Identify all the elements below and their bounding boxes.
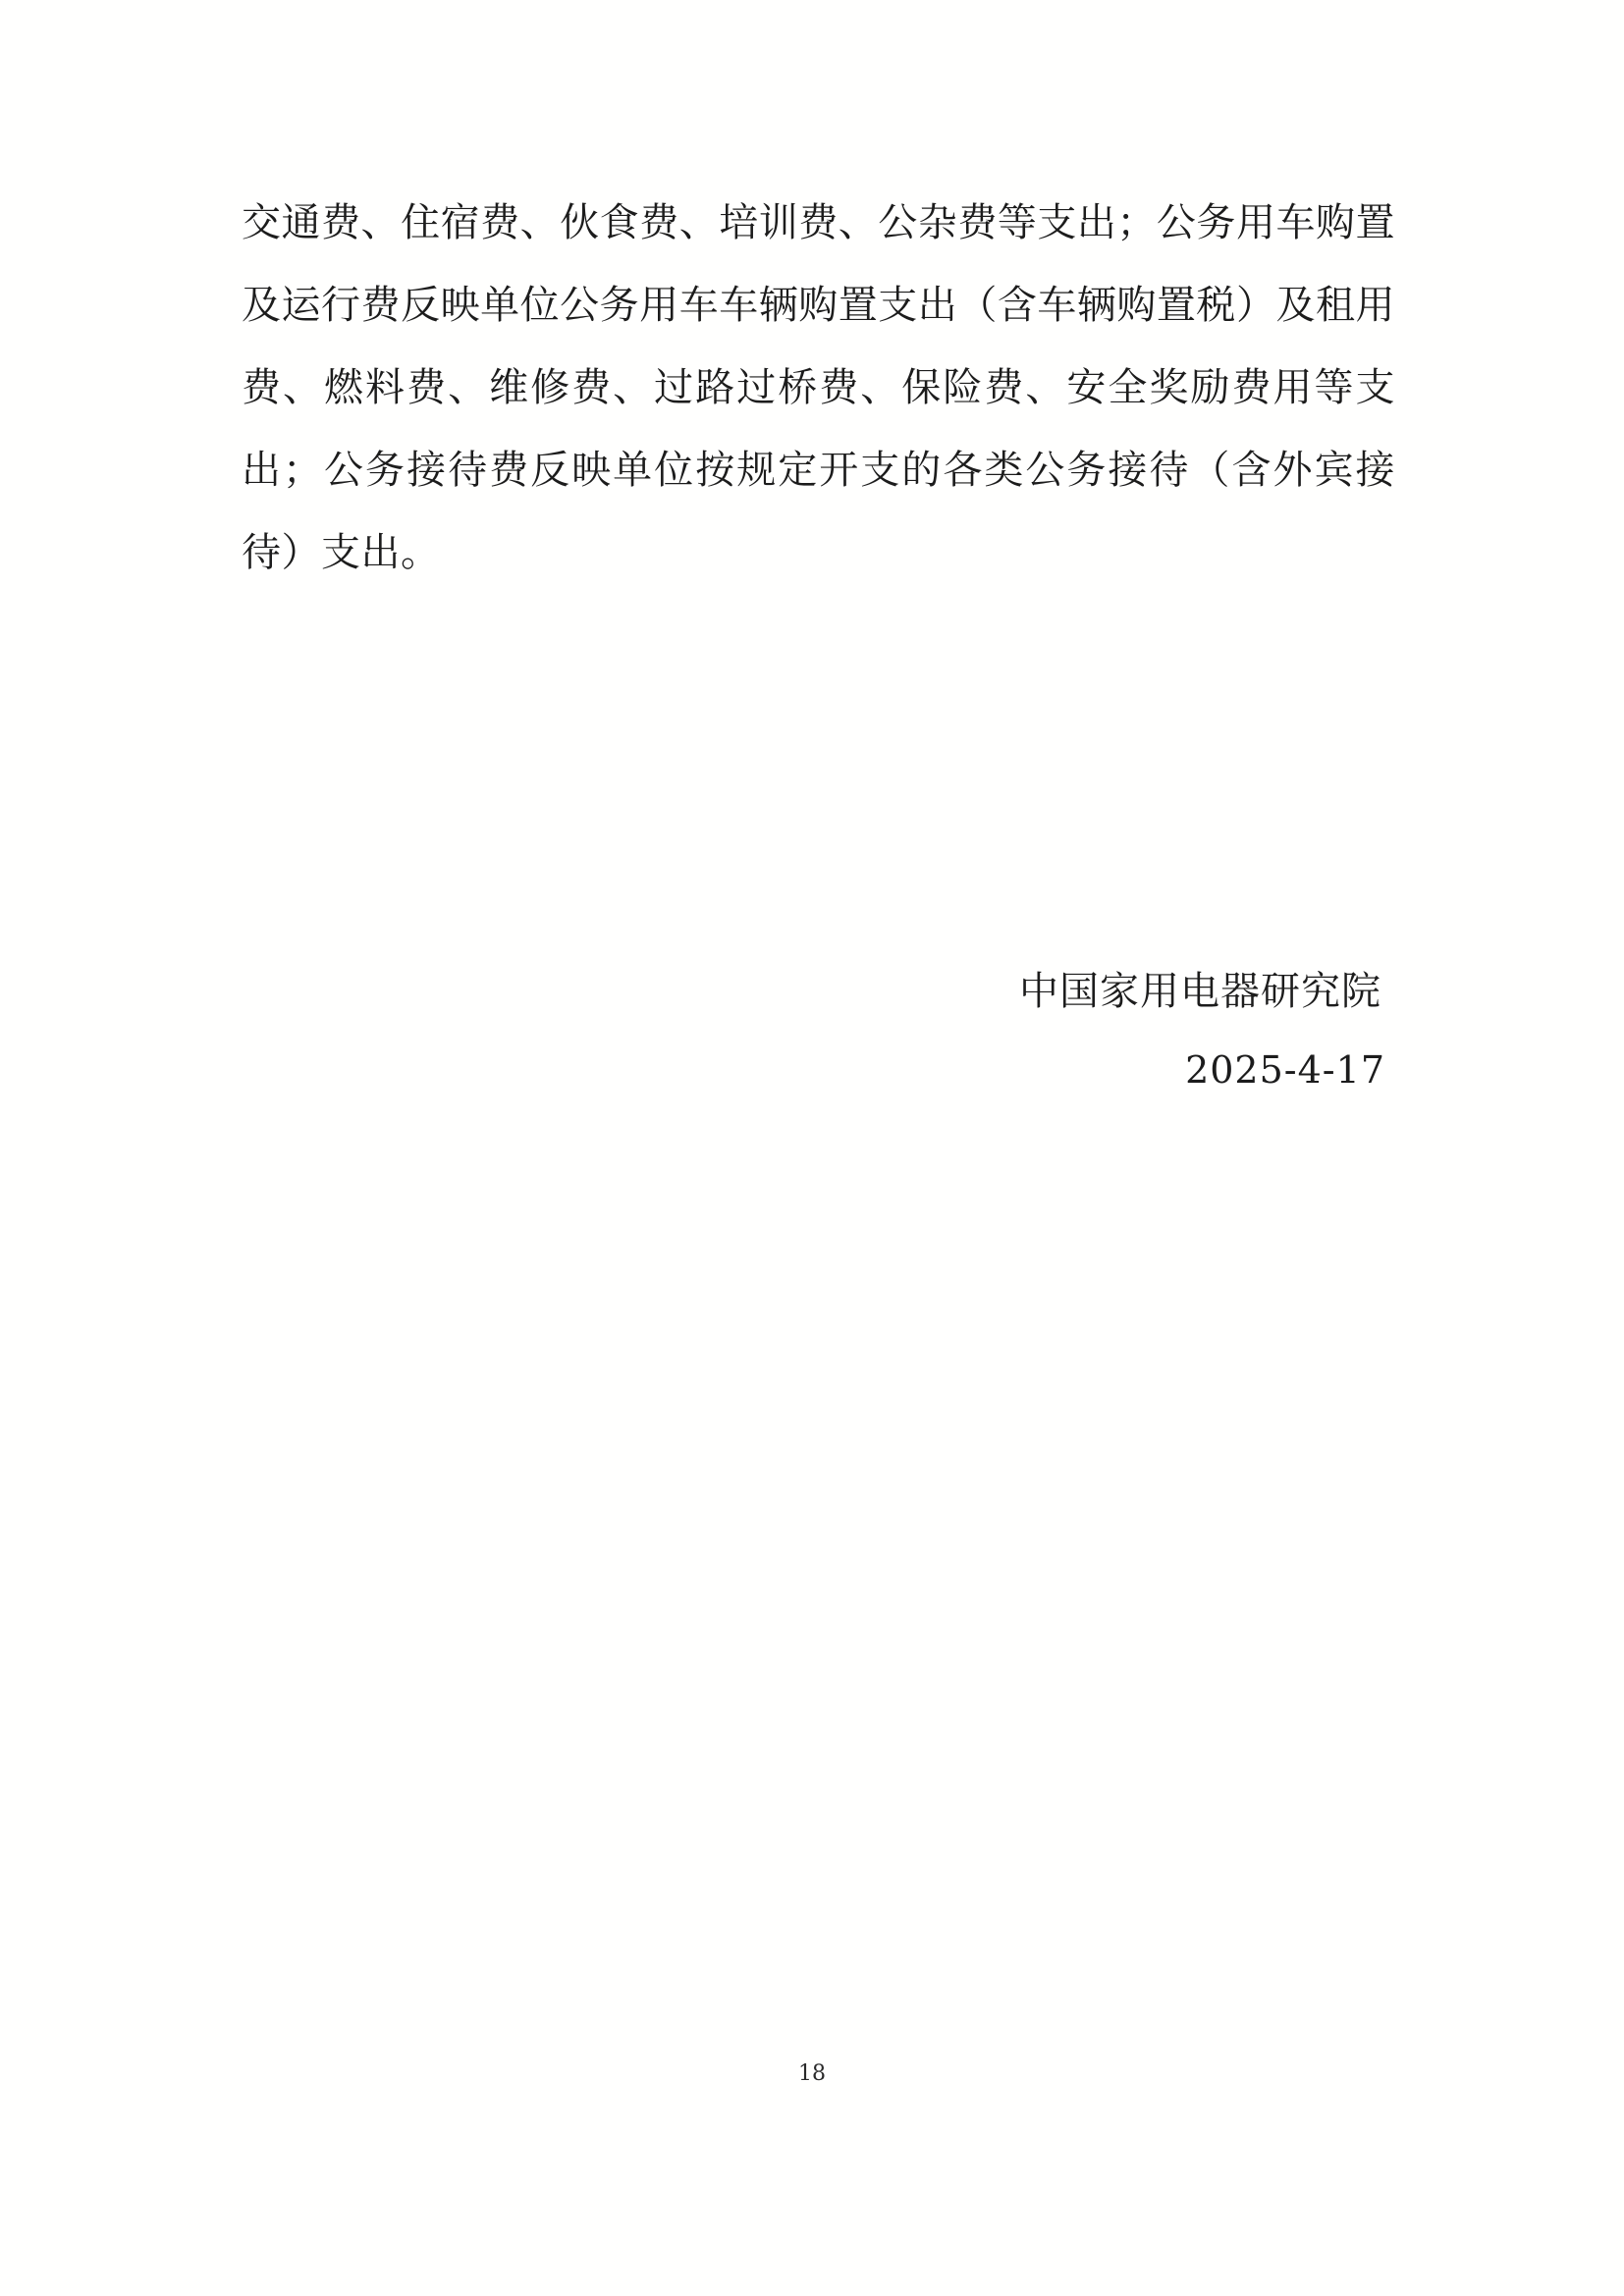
- signature-date: 2025-4-17: [1185, 1048, 1385, 1092]
- body-text-block: [242, 182, 1395, 594]
- signature-block: [242, 952, 1395, 1109]
- body-paragraph: 交通费、住宿费、伙食费、培训费、公杂费等支出；公务用车购置及运行费反映单位公务用车车辆购置支出（含车辆购置税）及租用费、燃料费、维修费、过路过桥费、保险费、安全奖励费用等支出；公务接待费反映单位按规定开支的各类公务接待（含外宾接待）支出。: [242, 200, 1395, 575]
- page-number: 18: [798, 2061, 826, 2086]
- signature-organization: 中国家用电器研究院: [1019, 969, 1381, 1014]
